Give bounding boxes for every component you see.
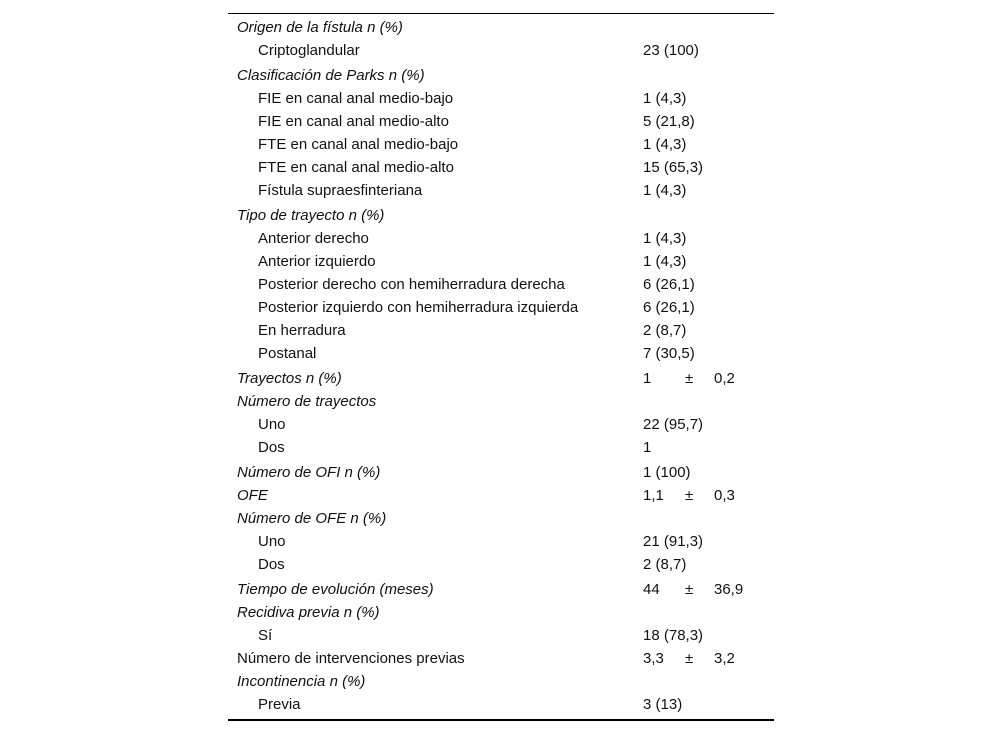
row-label: Anterior derecho xyxy=(258,230,369,247)
row-label: Uno xyxy=(258,533,286,550)
pm-sd: 0,3 xyxy=(714,487,735,504)
table-row xyxy=(228,16,774,39)
row-value: 3 (13) xyxy=(643,696,683,713)
table-row xyxy=(228,530,774,553)
row-value: 1 xyxy=(643,439,652,456)
table-row xyxy=(228,484,774,507)
row-label: Dos xyxy=(258,439,285,456)
table-row xyxy=(228,273,774,296)
pm-mean: 1 xyxy=(643,370,652,387)
row-label: Trayectos n (%) xyxy=(237,370,342,387)
row-value: 2 (8,7) xyxy=(643,556,687,573)
pm-mean: 3,3 xyxy=(643,650,664,667)
row-label: Número de trayectos xyxy=(237,393,377,410)
table-row xyxy=(228,553,774,576)
row-value: 2 (8,7) xyxy=(643,322,687,339)
row-label: Número de OFE n (%) xyxy=(237,510,387,527)
row-value xyxy=(643,647,735,670)
table-row xyxy=(228,461,774,484)
row-label: En herradura xyxy=(258,322,346,339)
row-value: 1 (4,3) xyxy=(643,253,687,270)
row-label: Anterior izquierdo xyxy=(258,253,376,270)
row-value: 5 (21,8) xyxy=(643,113,695,130)
table-row xyxy=(228,156,774,179)
table-row xyxy=(228,250,774,273)
table-row xyxy=(228,319,774,342)
table-row xyxy=(228,204,774,227)
row-label: FIE en canal anal medio-alto xyxy=(258,113,449,130)
row-label: FTE en canal anal medio-alto xyxy=(258,159,454,176)
table-row xyxy=(228,413,774,436)
plus-minus-sign: ± xyxy=(685,487,694,504)
table-row xyxy=(228,624,774,647)
row-value: 6 (26,1) xyxy=(643,299,695,316)
row-label: Sí xyxy=(258,627,273,644)
row-value: 1 (4,3) xyxy=(643,136,687,153)
table-row xyxy=(228,133,774,156)
table-row xyxy=(228,87,774,110)
row-label: FIE en canal anal medio-bajo xyxy=(258,90,454,107)
row-label: Previa xyxy=(258,696,301,713)
table-row xyxy=(228,436,774,459)
row-value: 22 (95,7) xyxy=(643,416,704,433)
table-row xyxy=(228,227,774,250)
plus-minus-sign: ± xyxy=(685,370,694,387)
table-row xyxy=(228,693,774,716)
table-row xyxy=(228,390,774,413)
row-value: 1 (4,3) xyxy=(643,182,687,199)
row-value: 1 (100) xyxy=(643,464,691,481)
row-label: Incontinencia n (%) xyxy=(237,673,366,690)
row-label: Posterior izquierdo con hemiherradura izquierda xyxy=(258,299,579,316)
table-row xyxy=(228,296,774,319)
row-value xyxy=(643,484,735,507)
table-row xyxy=(228,670,774,693)
pm-sd: 36,9 xyxy=(714,581,744,598)
row-value: 7 (30,5) xyxy=(643,345,695,362)
row-value: 21 (91,3) xyxy=(643,533,704,550)
table-row xyxy=(228,342,774,365)
row-value: 1 (4,3) xyxy=(643,230,687,247)
table-row xyxy=(228,647,774,670)
row-value: 1 (4,3) xyxy=(643,90,687,107)
pm-mean: 1,1 xyxy=(643,487,664,504)
row-value: 18 (78,3) xyxy=(643,627,704,644)
row-label: Criptoglandular xyxy=(258,42,360,59)
table-row xyxy=(228,601,774,624)
row-label: Clasificación de Parks n (%) xyxy=(237,67,425,84)
row-label: Número de intervenciones previas xyxy=(237,650,465,667)
row-value: 15 (65,3) xyxy=(643,159,704,176)
row-label: Postanal xyxy=(258,345,317,362)
fistula-characteristics-table xyxy=(228,13,774,721)
row-label: Recidiva previa n (%) xyxy=(237,604,380,621)
plus-minus-sign: ± xyxy=(685,581,694,598)
table-row xyxy=(228,64,774,87)
table-row xyxy=(228,179,774,202)
row-label: Tiempo de evolución (meses) xyxy=(237,581,434,598)
row-label: Fístula supraesfinteriana xyxy=(258,182,423,199)
pm-mean: 44 xyxy=(643,581,660,598)
table-row xyxy=(228,39,774,62)
row-label: OFE xyxy=(237,487,268,504)
table-row xyxy=(228,507,774,530)
row-label: Dos xyxy=(258,556,285,573)
row-value: 23 (100) xyxy=(643,42,699,59)
row-label: Tipo de trayecto n (%) xyxy=(237,207,385,224)
row-label: Origen de la fístula n (%) xyxy=(237,19,403,36)
row-value: 6 (26,1) xyxy=(643,276,695,293)
row-value xyxy=(643,578,743,601)
table-row xyxy=(228,367,774,390)
row-label: FTE en canal anal medio-bajo xyxy=(258,136,459,153)
row-label: Uno xyxy=(258,416,286,433)
pm-sd: 3,2 xyxy=(714,650,735,667)
pm-sd: 0,2 xyxy=(714,370,735,387)
row-label: Posterior derecho con hemiherradura derecha xyxy=(258,276,565,293)
row-label: Número de OFI n (%) xyxy=(237,464,381,481)
table-row xyxy=(228,578,774,601)
table-row xyxy=(228,110,774,133)
plus-minus-sign: ± xyxy=(685,650,694,667)
row-value xyxy=(643,367,735,390)
